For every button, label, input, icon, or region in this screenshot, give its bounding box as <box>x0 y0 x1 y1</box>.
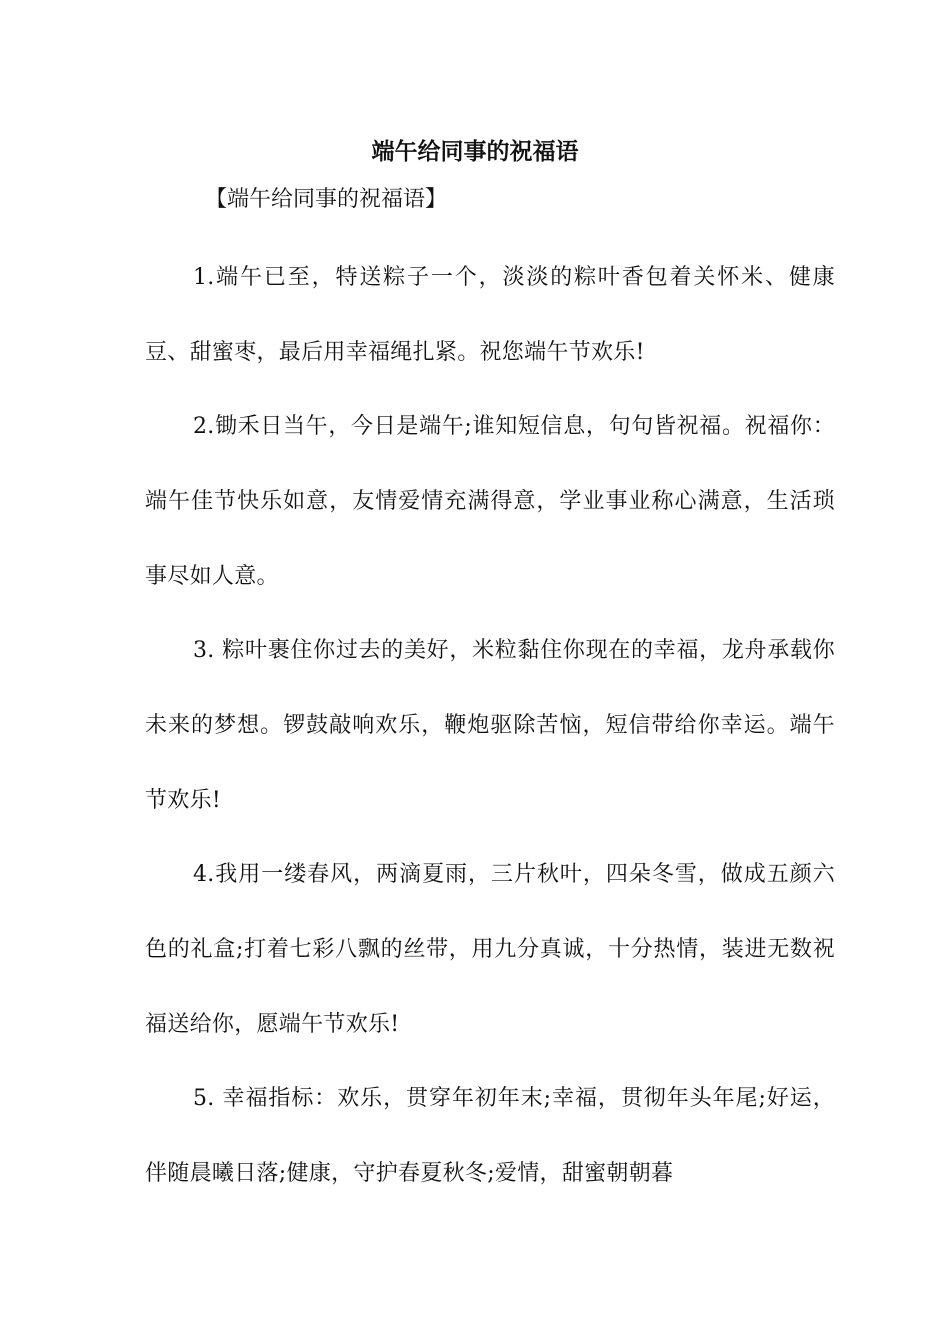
paragraph-5: 5. 幸福指标：欢乐，贯穿年初年末;幸福，贯彻年头年尾;好运，伴随晨曦日落;健康，守护春夏秋冬;爱情，甜蜜朝朝暮 <box>145 1086 835 1186</box>
page-title: 端午给同事的祝福语 <box>371 139 579 165</box>
paragraph-3: 3. 粽叶裹住你过去的美好，米粒黏住你现在的幸福，龙舟承载你未来的梦想。锣鼓敲响欢乐，鞭炮驱除苦恼，短信带给你幸运。端午节欢乐! <box>145 638 835 813</box>
paragraph-4: 4.我用一缕春风，两滴夏雨，三片秋叶，四朵冬雪，做成五颜六色的礼盒;打着七彩八飘的丝带，用九分真诚，十分热情，装进无数祝福送给你，愿端午节欢乐! <box>145 862 835 1037</box>
paragraph-1: 1.端午已至，特送粽子一个，淡淡的粽叶香包着关怀米、健康豆、甜蜜枣，最后用幸福绳扎紧。祝您端午节欢乐! <box>145 265 835 365</box>
document-subtitle: 【端午给同事的祝福语】 <box>205 187 448 212</box>
paragraph-2: 2.锄禾日当午，今日是端午;谁知短信息，句句皆祝福。祝福你：端午佳节快乐如意，友情爱情充满得意，学业事业称心满意，生活琐事尽如人意。 <box>145 414 835 589</box>
